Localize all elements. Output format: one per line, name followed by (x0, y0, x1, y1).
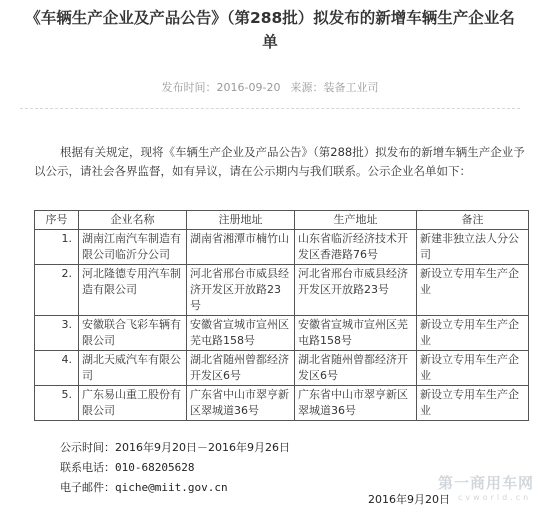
phone-line (60, 459, 194, 475)
site-watermark (438, 472, 538, 514)
intro-paragraph: 根据有关规定，现将《车辆生产企业及产品公告》（第288批）拟发布的新增车辆生产企业予以公示，请社会各界监督，如有异议，请在公示期内与我们联系。公示企业名单如下： (34, 145, 525, 178)
header-name: 企业名称 (79, 211, 187, 230)
header-reg: 注册地址 (187, 211, 295, 230)
table-row (35, 351, 529, 386)
phone-value: 010-68205628 (115, 461, 195, 474)
cell-prod: 安徽省宣城市宣州区芜屯路158号 (295, 316, 417, 351)
cell-name: 安徽联合飞彩车辆有限公司 (79, 316, 187, 351)
cell-name: 湖北天威汽车有限公司 (79, 351, 187, 386)
period-label: 公示时间： (60, 441, 115, 454)
cell-no: 5. (35, 386, 79, 421)
cell-reg: 湖北省随州曾都经济开发区6号 (187, 351, 295, 386)
publish-label: 发布时间： (161, 81, 217, 94)
cell-note: 新设立专用车生产企业 (417, 351, 529, 386)
cell-no: 1. (35, 230, 79, 265)
cell-prod: 山东省临沂经济技术开发区香港路76号 (295, 230, 417, 265)
enterprise-table (34, 210, 529, 421)
cell-reg: 湖南省湘潭市楠竹山 (187, 230, 295, 265)
email-link[interactable]: qiche@miit.gov.cn (115, 481, 228, 494)
email-line (60, 479, 228, 495)
table-header-row (35, 211, 529, 230)
cell-name: 河北隆德专用汽车制造有限公司 (79, 265, 187, 316)
watermark-sub: cvworld.cn (458, 493, 532, 502)
cell-note: 新建非独立法人分公司 (417, 230, 529, 265)
cell-note: 新设立专用车生产企业 (417, 265, 529, 316)
signature-date: 2016年9月20日 (368, 493, 450, 506)
cell-reg: 广东省中山市翠亨新区翠城道36号 (187, 386, 295, 421)
header-no: 序号 (35, 211, 79, 230)
cell-note: 新设立专用车生产企业 (417, 386, 529, 421)
cell-reg: 安徽省宣城市宣州区芜屯路158号 (187, 316, 295, 351)
cell-prod: 湖北省随州曾都经济开发区6号 (295, 351, 417, 386)
cell-name: 湖南江南汽车制造有限公司临沂分公司 (79, 230, 187, 265)
table-row (35, 386, 529, 421)
cell-note: 新设立专用车生产企业 (417, 316, 529, 351)
cell-no: 4. (35, 351, 79, 386)
source-label: 来源： (290, 81, 324, 94)
table-row (35, 265, 529, 316)
table-row (35, 230, 529, 265)
watermark-text: 第一商用车网 (438, 474, 535, 492)
cell-prod: 河北省邢台市威县经济开发区开放路23号 (295, 265, 417, 316)
cell-no: 2. (35, 265, 79, 316)
cell-prod: 广东省中山市翠亨新区翠城道36号 (295, 386, 417, 421)
article-title: 《车辆生产企业及产品公告》（第288批）拟发布的新增车辆生产企业名单 (25, 9, 515, 51)
table-row (35, 316, 529, 351)
cell-name: 广东易山重工股份有限公司 (79, 386, 187, 421)
header-note: 备注 (417, 211, 529, 230)
cell-no: 3. (35, 316, 79, 351)
email-label: 电子邮件： (60, 481, 115, 494)
phone-label: 联系电话： (60, 461, 115, 474)
period-value: 2016年9月20日－2016年9月26日 (115, 441, 290, 454)
meta-divider (20, 108, 520, 109)
article-meta (0, 79, 540, 95)
source-link[interactable]: 装备工业司 (323, 81, 379, 94)
cell-reg: 河北省邢台市威县经济开发区开放路23号 (187, 265, 295, 316)
period-line (60, 439, 290, 455)
header-prod: 生产地址 (295, 211, 417, 230)
publish-date: 2016-09-20 (216, 81, 281, 94)
